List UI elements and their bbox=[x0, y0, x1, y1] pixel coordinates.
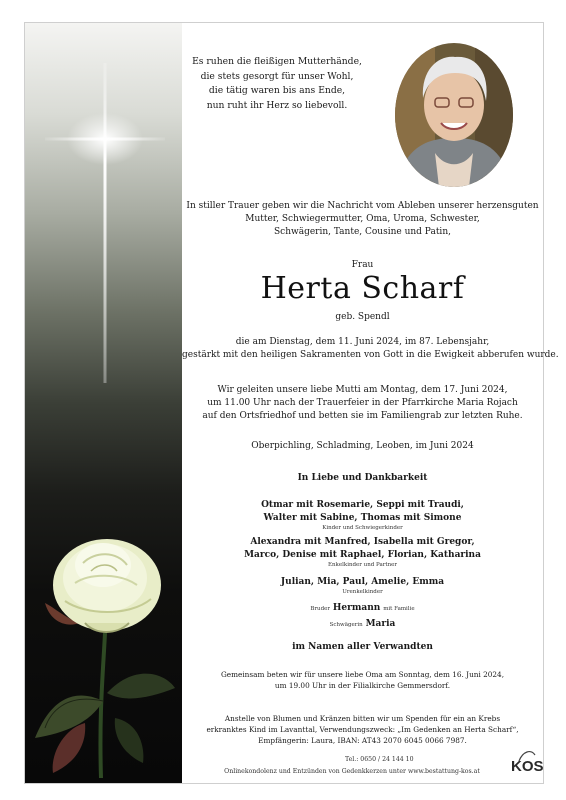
sister-in-law-prefix: Schwägerin bbox=[329, 622, 363, 628]
announcement bbox=[182, 200, 543, 239]
funeral-notice bbox=[182, 384, 543, 423]
maiden-name: geb. Spendl bbox=[335, 312, 390, 322]
poem-line: Es ruhen die fleißigen Mutterhände, bbox=[192, 56, 362, 67]
kos-logo bbox=[511, 758, 544, 775]
portrait-photo bbox=[395, 43, 513, 187]
children-line: Otmar mit Rosemarie, Seppi mit Traudi, bbox=[261, 500, 464, 510]
announcement-line: Schwägerin, Tante, Cousine und Patin, bbox=[274, 227, 451, 237]
salutation: Frau bbox=[351, 260, 374, 270]
donation-notice bbox=[182, 713, 543, 746]
sister-in-law-name: Maria bbox=[365, 619, 396, 629]
children-line: Walter mit Sabine, Thomas mit Simone bbox=[263, 513, 462, 523]
announcement-line: In stiller Trauer geben wir die Nachricht vom Ableben unserer herzensguten bbox=[186, 201, 539, 211]
brother-line bbox=[182, 602, 543, 615]
brother-name: Hermann bbox=[332, 603, 381, 613]
prayer-line: um 19.00 Uhr in der Filialkirche Gemmersdorf. bbox=[274, 681, 451, 690]
cross-icon bbox=[25, 23, 182, 423]
grandchildren-line: Alexandra mit Manfred, Isabella mit Gregor, bbox=[250, 537, 475, 547]
donation-line: erkranktes Kind im Lavanttal, Verwendungszweck: „Im Gedenken an Herta Scharf“, bbox=[206, 725, 519, 734]
brother-suffix: mit Familie bbox=[383, 606, 415, 612]
deceased-name: Herta Scharf bbox=[260, 271, 465, 306]
kos-logo-swirl bbox=[517, 749, 537, 763]
prayer-line: Gemeinsam beten wir für unsere liebe Oma am Sonntag, dem 16. Juni 2024, bbox=[220, 670, 505, 679]
brother-prefix: Bruder bbox=[310, 606, 331, 612]
website-line: Onlinekondolenz und Entzünden von Gedenkkerzen unter www.bestattung-kos.at bbox=[224, 768, 480, 775]
grandchildren-caption: Enkelkinder und Partner bbox=[327, 562, 398, 568]
obituary-card bbox=[24, 22, 559, 784]
death-line: gestärkt mit den heiligen Sakramenten von Gott in die Ewigkeit abberufen wurde. bbox=[182, 350, 559, 360]
white-rose-image bbox=[25, 523, 182, 783]
death-line: die am Dienstag, dem 11. Juni 2024, im 87. Lebensjahr, bbox=[235, 337, 490, 347]
place-date: Oberpichling, Schladming, Leoben, im Juni 2024 bbox=[251, 441, 474, 451]
funeral-line: auf den Ortsfriedhof und betten sie im Familiengrab zur letzten Ruhe. bbox=[202, 411, 523, 421]
great-grandchildren-block bbox=[182, 576, 543, 596]
children-caption: Kinder und Schwiegerkinder bbox=[322, 525, 403, 531]
funeral-line: um 11.00 Uhr nach der Trauerfeier in der Pfarrkirche Maria Rojach bbox=[207, 398, 518, 408]
donation-line: Empfängerin: Laura, IBAN: AT43 2070 6045 0066 7987. bbox=[258, 736, 467, 745]
death-notice bbox=[182, 336, 559, 362]
relatives-closing: im Namen aller Verwandten bbox=[292, 642, 433, 652]
grandchildren-line: Marco, Denise mit Raphael, Florian, Katharina bbox=[244, 550, 481, 560]
poem-line: nun ruht ihr Herz so liebevoll. bbox=[206, 99, 348, 111]
love-heading: In Liebe und Dankbarkeit bbox=[297, 473, 428, 483]
great-grandchildren-line: Julian, Mia, Paul, Amelie, Emma bbox=[280, 577, 445, 587]
kos-logo-text: KOS bbox=[511, 758, 544, 775]
announcement-line: Mutter, Schwiegermutter, Oma, Uroma, Schwester, bbox=[245, 214, 480, 224]
poem-line: die stets gesorgt für unser Wohl, bbox=[200, 70, 354, 82]
prayer-notice bbox=[182, 669, 543, 691]
sister-in-law-line bbox=[182, 618, 543, 631]
great-grandchildren-caption: Urenkelkinder bbox=[342, 589, 383, 595]
decorative-side-panel bbox=[25, 23, 182, 783]
phone-number: Tel.: 0650 / 24 144 10 bbox=[345, 756, 414, 763]
poem bbox=[162, 55, 392, 113]
poem-line: die tätig waren bis ans Ende, bbox=[208, 85, 346, 96]
grandchildren-block bbox=[182, 536, 543, 569]
children-block bbox=[182, 499, 543, 532]
donation-line: Anstelle von Blumen und Kränzen bitten wir um Spenden für ein an Krebs bbox=[224, 714, 501, 723]
funeral-line: Wir geleiten unsere liebe Mutti am Montag, dem 17. Juni 2024, bbox=[217, 385, 508, 395]
